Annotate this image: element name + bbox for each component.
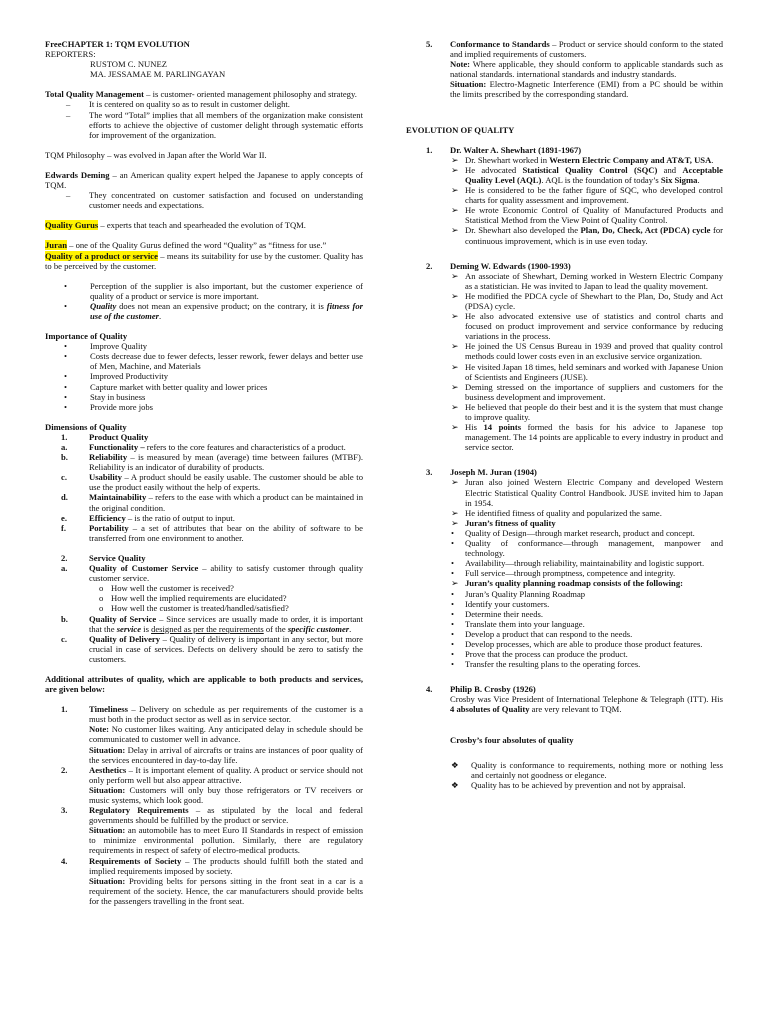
list-item — [45, 513, 363, 523]
tqm-philosophy: TQM Philosophy – was evolved in Japan after the World War II. — [45, 149, 267, 160]
situation-label: Situation: — [89, 744, 126, 755]
list-item — [406, 568, 723, 578]
list-item-text: He is considered to be the father figure of SQC, who developed control charts for quality assessment and improvement. — [465, 185, 723, 206]
juran-definition — [45, 240, 363, 250]
bullet: • — [451, 618, 455, 629]
list-item — [406, 619, 723, 629]
letter-marker: b. — [61, 613, 68, 624]
dash-bullet: – — [66, 109, 71, 120]
text-run: is — [141, 623, 152, 634]
note-label: Note: — [89, 724, 110, 735]
number-marker: 2. — [61, 552, 68, 563]
list-item-text — [89, 614, 363, 634]
list-item-text — [90, 301, 363, 321]
list-item-text — [89, 442, 363, 452]
dash-bullet: – — [66, 99, 71, 110]
list-item-text: He joined the US Census Bureau in 1939 and proved that quality control methods could lower costs even in an exclusive service organization. — [465, 341, 723, 362]
reporter-name: RUSTOM C. NUNEZ — [90, 59, 167, 70]
arrow-bullet-icon: ➢ — [451, 401, 459, 412]
arrow-bullet-icon: ➢ — [451, 154, 459, 165]
list-item — [406, 205, 723, 225]
emphasis: Acceptable Quality Level (AQL) — [465, 164, 723, 185]
list-item — [45, 371, 363, 381]
subheading: Joseph M. Juran (1904) — [450, 467, 537, 478]
definition: – A product should be easily usable. The customer should be able to use the product easily without the help of experts. — [89, 472, 363, 493]
text-run: . AQL is the foundation of today’s — [541, 174, 661, 185]
underlined-text: designed as per the requirements — [151, 623, 264, 634]
letter-marker: c. — [61, 633, 67, 644]
definition: – refers to the ease with which a product can be maintained in the original condition. — [89, 492, 363, 513]
arrow-bullet-icon: ➢ — [451, 361, 459, 372]
list-item-text: Quality has to be achieved by prevention and not by appraisal. — [471, 779, 686, 790]
definition: – is the ratio of output to input. — [125, 512, 235, 523]
definition: – experts that teach and spearheaded the evolution of TQM. — [98, 220, 306, 231]
list-item-text — [89, 513, 363, 523]
text-run: . — [349, 623, 352, 634]
list-item-text: Perception of the supplier is also important, but the customer experience of quality of a product or service is more important. — [90, 280, 363, 301]
list-item — [45, 99, 363, 109]
section-heading: Dimensions of Quality — [45, 421, 127, 432]
note-label: Note: — [450, 59, 471, 70]
bullet: • — [64, 280, 68, 291]
list-item — [406, 402, 723, 422]
list-item — [45, 442, 363, 452]
bullet: • — [64, 371, 68, 382]
highlighted-term: Quality of a product or service — [45, 250, 158, 261]
term: Aesthetics — [89, 764, 127, 775]
list-item — [406, 382, 723, 402]
list-item-text — [450, 39, 723, 100]
list-item — [406, 422, 723, 452]
definition: – Quality of delivery is important in any sector, but more crucial in case of services. Defects on delivery should be zero to satisfy the customers. — [89, 633, 363, 664]
list-item-text: Stay in business — [90, 391, 146, 402]
quality-gurus-definition — [45, 220, 363, 230]
arrow-bullet-icon: ➢ — [451, 381, 459, 392]
letter-marker: a. — [61, 563, 68, 574]
arrow-bullet-icon: ➢ — [451, 517, 459, 528]
emphasis: 14 points — [483, 422, 522, 433]
subheading: Dr. Walter A. Shewhart (1891-1967) — [450, 144, 582, 155]
list-item — [406, 341, 723, 361]
list-item — [406, 599, 723, 609]
number-marker: 2. — [426, 260, 433, 271]
list-item — [406, 185, 723, 205]
list-item — [406, 659, 723, 669]
list-item — [45, 614, 363, 634]
emphasis: service — [116, 623, 142, 634]
list-item-text: He identified fitness of quality and popularized the same. — [465, 507, 662, 518]
list-subheading: Juran’s quality planning roadmap consists of the following: — [465, 578, 683, 589]
emphasis: Plan, Do, Check, Act (PDCA) cycle — [580, 225, 711, 236]
section-heading: EVOLUTION OF QUALITY — [406, 124, 515, 135]
list-item-text — [89, 523, 363, 543]
list-item — [406, 589, 723, 599]
number-marker: 3. — [426, 467, 433, 478]
list-item-text: Determine their needs. — [465, 608, 544, 619]
arrow-bullet-icon: ➢ — [451, 477, 459, 488]
list-item — [45, 593, 363, 603]
list-item-text: Deming stressed on the importance of suppliers and customers for the business development and improvement. — [465, 381, 723, 402]
list-item — [406, 271, 723, 291]
list-item — [406, 528, 723, 538]
list-item — [45, 452, 363, 472]
list-item-text: He visited Japan 18 times, held seminars and worked with Japanese Union of Scientists and Engineers (JUSE). — [465, 361, 723, 382]
arrow-bullet-icon: ➢ — [451, 225, 459, 236]
definition: – a set of attributes that bear on the ability of software to be transferred from one environment to another. — [89, 522, 363, 543]
text-run: . — [697, 174, 700, 185]
list-item — [406, 311, 723, 341]
list-item-text: Quality is conformance to requirements, nothing more or nothing less and certainly not goodness or elegance. — [471, 759, 723, 780]
situation-label: Situation: — [89, 875, 126, 886]
list-item-text: Quality of Design—through market research, product and concept. — [465, 527, 695, 538]
number-marker: 4. — [426, 684, 433, 695]
diamond-bullet-icon: ❖ — [451, 759, 459, 770]
bullet: • — [64, 351, 68, 362]
list-item-text — [89, 452, 363, 472]
list-item — [45, 351, 363, 371]
list-item-text — [465, 422, 723, 452]
list-item — [406, 508, 723, 518]
list-item — [45, 472, 363, 492]
term: Quality of Service — [89, 613, 157, 624]
term: Portability — [89, 522, 129, 533]
list-item — [406, 609, 723, 619]
situation-text: Customers will only buy those refrigerators or TV receivers or music systems, which look good. — [89, 784, 363, 805]
number-marker: 4. — [61, 855, 68, 866]
document-title: FreeCHAPTER 1: TQM EVOLUTION — [45, 39, 190, 49]
bullet: • — [451, 538, 455, 549]
arrow-bullet-icon: ➢ — [451, 507, 459, 518]
list-item-text — [89, 805, 363, 855]
arrow-bullet-icon: ➢ — [451, 578, 459, 589]
list-item — [45, 110, 363, 140]
subheading: Philip B. Crosby (1926) — [450, 684, 536, 695]
list-item-text: Develop a product that can respond to the needs. — [465, 628, 633, 639]
list-item — [45, 190, 363, 210]
dash-bullet: – — [66, 190, 71, 201]
list-item-text — [89, 765, 363, 805]
numbered-heading — [406, 261, 723, 271]
letter-marker: a. — [61, 442, 68, 452]
list-item — [45, 402, 363, 412]
term: Quality of Customer Service — [89, 563, 199, 574]
list-item — [406, 155, 723, 165]
bullet: • — [64, 300, 68, 311]
reporter-name: MA. JESSAMAE M. PARLINGAYAN — [90, 69, 226, 80]
emphasis: Statistical Quality Control (SQC) — [522, 164, 658, 175]
list-item-text — [89, 472, 363, 492]
term: Edwards Deming — [45, 169, 110, 180]
list-item — [406, 477, 723, 507]
definition: refers to the core features and characteristics of a product. — [144, 442, 346, 452]
list-item-text: He modified the PDCA cycle of Shewhart to the Plan, Do, Study and Act (PDSA) cycle. — [465, 290, 723, 311]
list-item-text: How well the customer is received? — [111, 583, 234, 594]
number-marker: 1. — [61, 704, 68, 715]
definition: – one of the Quality Gurus defined the word “Quality” as “fitness for use.” — [66, 240, 327, 251]
list-item-text: Quality of conformance—through management, manpower and technology. — [465, 538, 723, 559]
list-item-text: Improved Productivity — [90, 371, 169, 382]
arrow-bullet-icon: ➢ — [451, 164, 459, 175]
list-item — [45, 523, 363, 543]
list-item-text — [89, 563, 363, 583]
letter-marker: c. — [61, 472, 67, 483]
bullet: • — [451, 588, 455, 599]
text-run: His — [465, 422, 484, 433]
definition: – Product or service should conform to the stated and implied requirements of customers. — [450, 39, 723, 60]
list-item — [406, 538, 723, 558]
letter-marker: d. — [61, 492, 68, 503]
term: Timeliness — [89, 704, 128, 715]
situation-text: Electro-Magnetic Interference (EMI) from a PC should be within the limits prescribed by the corresponding standard. — [450, 79, 723, 100]
list-item — [45, 765, 363, 805]
list-item-text: Translate them into your language. — [465, 618, 585, 629]
letter-marker: f. — [61, 522, 67, 533]
list-item-text: Prove that the process can produce the product. — [465, 649, 628, 660]
term: Requirements of Society — [89, 855, 182, 866]
definition: – means its suitability for use by the customer. Quality has to be perceived by the customer. — [45, 250, 364, 271]
list-item — [45, 704, 363, 765]
text-run: – Since services are usually made to order, it is important that the — [89, 613, 363, 634]
list-item — [45, 583, 363, 593]
product-quality-definition — [45, 251, 363, 271]
emphasis: 4 absolutes of Quality — [450, 704, 530, 715]
list-item-text: Full service—through promptness, competence and integrity. — [465, 568, 676, 579]
list-subheading: Juran’s fitness of quality — [465, 517, 556, 528]
situation-text: Providing belts for persons sitting in the front seat in a car is a requirement of the society. Hence, the car manufacturers should provide belts for the passengers travelling in the front seat. — [89, 875, 363, 906]
term: Regulatory Requirements — [89, 805, 189, 816]
list-item-text — [465, 155, 723, 165]
text-run: . — [159, 310, 162, 321]
bullet: • — [451, 568, 455, 579]
list-item — [406, 639, 723, 649]
emphasis: Quality — [90, 300, 117, 311]
definition: – is measured by mean (average) time between failures (MTBF). Reliability is an indicator of durability of products. — [89, 452, 363, 473]
list-item-text: He also advocated extensive use of statistics and control charts and focused on product improvement and service conformance by reducing variations in the process. — [465, 311, 723, 342]
text-run: of the — [263, 623, 288, 634]
situation-label: Situation: — [89, 825, 126, 836]
definition: – is customer- oriented management philosophy and strategy. — [144, 89, 357, 100]
list-item — [45, 392, 363, 402]
list-item-text: The word “Total” implies that all members of the organization make consistent efforts to achieve the objective of customer delight through systematic efforts for improvement of the organization. — [89, 109, 363, 140]
text-run: are very relevant to TQM. — [529, 704, 622, 715]
term: Conformance to Standards — [450, 39, 550, 49]
highlighted-term: Quality Gurus — [45, 220, 99, 231]
emphasis: Western Electric Company and AT&T, USA — [549, 154, 712, 165]
bullet: • — [451, 598, 455, 609]
definition: – The products should fulfill both the stated and implied requirements imposed by society. — [89, 855, 364, 876]
circle-bullet: o — [99, 583, 104, 594]
list-item — [406, 39, 723, 100]
left-column — [45, 39, 363, 906]
term: Reliability — [89, 452, 128, 463]
text-run: Dr. Shewhart worked in — [465, 154, 550, 165]
subheading: Service Quality — [89, 552, 146, 563]
list-item-text: Identify your customers. — [465, 598, 550, 609]
tqm-definition — [45, 89, 363, 99]
text-run: Crosby was Vice President of International Telephone & Telegraph (ITT). His — [450, 694, 723, 705]
numbered-heading — [45, 432, 363, 442]
list-item — [45, 634, 363, 664]
list-item-text: Availability—through reliability, maintainability and logistic support. — [465, 558, 705, 569]
right-column — [406, 39, 723, 790]
list-item — [45, 603, 363, 613]
text-run: Dr. Shewhart also developed the — [465, 225, 581, 236]
list-item-text — [465, 225, 723, 245]
text-run: and — [657, 164, 683, 175]
bullet: • — [451, 638, 455, 649]
circle-bullet: o — [99, 603, 104, 614]
number-marker: 2. — [61, 764, 68, 775]
highlighted-term: Juran — [45, 240, 67, 251]
term: Total Quality Management — [45, 89, 144, 100]
text-run: He advocated — [465, 164, 523, 175]
bullet: • — [64, 401, 68, 412]
section-heading: Additional attributes of quality, which are applicable to both products and services, are given below: — [45, 673, 363, 695]
list-item — [45, 301, 363, 321]
section-heading: Importance of Quality — [45, 331, 128, 342]
list-item — [406, 225, 723, 245]
bullet: • — [64, 381, 68, 392]
definition: – Delivery on schedule as per requirements of the customer is a must both in the product sector as well as in service sector. — [89, 704, 363, 725]
list-item — [406, 578, 723, 588]
list-item — [406, 518, 723, 528]
emphasis: specific customer — [287, 623, 350, 634]
arrow-bullet-icon: ➢ — [451, 422, 459, 433]
text-run: . — [711, 154, 714, 165]
numbered-heading — [406, 467, 723, 477]
list-item — [45, 341, 363, 351]
list-item — [45, 281, 363, 301]
list-item — [406, 291, 723, 311]
list-item-text — [89, 856, 363, 906]
list-item-text: Develop processes, which are able to produce those product features. — [465, 638, 703, 649]
list-item — [45, 805, 363, 855]
list-item — [45, 856, 363, 906]
bullet: • — [451, 628, 455, 639]
bullet: • — [451, 608, 455, 619]
list-item-text: He believed that people do their best and it is the system that must change to improve quality. — [465, 401, 723, 422]
number-marker: 1. — [426, 144, 433, 155]
bullet: • — [451, 527, 455, 538]
deming-definition — [45, 170, 363, 190]
arrow-bullet-icon: ➢ — [451, 341, 459, 352]
list-item — [406, 760, 723, 780]
numbered-heading — [406, 684, 723, 694]
list-item-text: It is centered on quality so as to result in customer delight. — [89, 99, 290, 110]
subheading: Product Quality — [89, 431, 149, 442]
list-item — [45, 492, 363, 512]
emphasis: fitness for use of the customer — [90, 300, 363, 321]
letter-marker: b. — [61, 452, 68, 463]
term: Efficiency — [89, 512, 126, 523]
bullet: • — [64, 391, 68, 402]
list-item-text: Juran’s Quality Planning Roadmap — [465, 588, 586, 599]
definition: – an American quality expert helped the Japanese to apply concepts of TQM. — [45, 169, 363, 191]
term: Functionality – — [89, 442, 145, 452]
reporters-label: REPORTERS: — [45, 49, 96, 60]
text-run: does not mean an expensive product; on the contrary, it is — [116, 300, 327, 311]
situation-text: an automobile has to meet Euro II Standards in respect of emission to minimize environmental pollution. Similarly, there are regulatory requirements in respect of safety of electro-medical products. — [89, 825, 363, 856]
letter-marker: e. — [61, 512, 67, 523]
number-marker: 5. — [426, 39, 433, 49]
list-item-text: An associate of Shewhart, Deming worked in Western Electric Company as a statistician. He was invited to Japan to lead the quality movement. — [465, 270, 723, 291]
number-marker: 1. — [61, 431, 68, 442]
term: Maintainability — [89, 492, 147, 503]
list-item-text: How well the customer is treated/handled/satisfied? — [111, 603, 289, 614]
list-item — [406, 362, 723, 382]
diamond-bullet-icon: ❖ — [451, 779, 459, 790]
list-item-text: Capture market with better quality and lower prices — [90, 381, 268, 392]
list-item-text — [465, 165, 723, 185]
list-item-text: Juran also joined Western Electric Company and developed Western Electric Statistical Quality Control Handbook. JUSE invited him to Japan in 1954. — [465, 477, 723, 508]
list-item-text: They concentrated on customer satisfaction and focused on understanding customer needs and expectations. — [89, 190, 363, 211]
arrow-bullet-icon: ➢ — [451, 290, 459, 301]
list-item-text: Costs decrease due to fewer defects, lesser rework, fewer delays and better use of Men, Machine, and Materials — [90, 351, 363, 372]
arrow-bullet-icon: ➢ — [451, 205, 459, 216]
list-item — [406, 558, 723, 568]
definition: – as stipulated by the local and federal governments should be fulfilled by the product or service. — [89, 805, 363, 826]
list-subheading: Crosby’s four absolutes of quality — [450, 734, 574, 745]
list-item-text: He wrote Economic Control of Quality of Manufactured Products and Statistical Method from the View Point of Quality Control. — [465, 205, 723, 226]
arrow-bullet-icon: ➢ — [451, 270, 459, 281]
text-run: for continuous improvement, which is in use even today. — [465, 225, 723, 246]
note-text: Where applicable, they should conform to applicable standards such as national standards. international standards and industry standards. — [450, 59, 723, 80]
list-item — [45, 563, 363, 583]
arrow-bullet-icon: ➢ — [451, 311, 459, 322]
list-item — [406, 780, 723, 790]
subheading: Deming W. Edwards (1900-1993) — [450, 260, 571, 271]
list-item-text: Improve Quality — [90, 341, 148, 352]
number-marker: 3. — [61, 805, 68, 816]
list-item-text: Transfer the resulting plans to the operating forces. — [465, 659, 641, 670]
term: Quality of Delivery — [89, 633, 161, 644]
definition: – ability to satisfy customer through quality customer service. — [89, 563, 363, 584]
situation-label: Situation: — [450, 79, 487, 90]
emphasis: Six Sigma — [660, 174, 698, 185]
list-item-text — [89, 634, 363, 664]
list-item — [406, 165, 723, 185]
crosby-description — [406, 694, 723, 714]
text-run: formed the basis for his advice to Japanese top management. The 14 points are applicable to every industry in product and service sector. — [465, 422, 723, 453]
situation-label: Situation: — [89, 784, 126, 795]
arrow-bullet-icon: ➢ — [451, 185, 459, 196]
list-item — [406, 649, 723, 659]
list-item-text — [89, 492, 363, 512]
bullet: • — [451, 558, 455, 569]
list-item-text: How well the implied requirements are elucidated? — [111, 593, 287, 604]
definition: – It is important element of quality. A product or service should not only perform well but also appear attractive. — [89, 764, 363, 785]
list-item — [406, 629, 723, 639]
bullet: • — [451, 659, 455, 670]
note-text: No customer likes waiting. Any anticipated delay in schedule should be communicated to customer well in advance. — [89, 724, 363, 745]
situation-text: Delay in arrival of aircrafts or trains are instances of poor quality of the services encountered in day-to-day life. — [89, 744, 363, 765]
list-item-text — [89, 704, 363, 765]
list-item — [45, 382, 363, 392]
bullet: • — [64, 341, 68, 352]
circle-bullet: o — [99, 593, 104, 604]
numbered-heading — [45, 553, 363, 563]
bullet: • — [451, 649, 455, 660]
list-item-text: Provide more jobs — [90, 401, 154, 412]
term: Usability — [89, 472, 122, 483]
numbered-heading — [406, 145, 723, 155]
